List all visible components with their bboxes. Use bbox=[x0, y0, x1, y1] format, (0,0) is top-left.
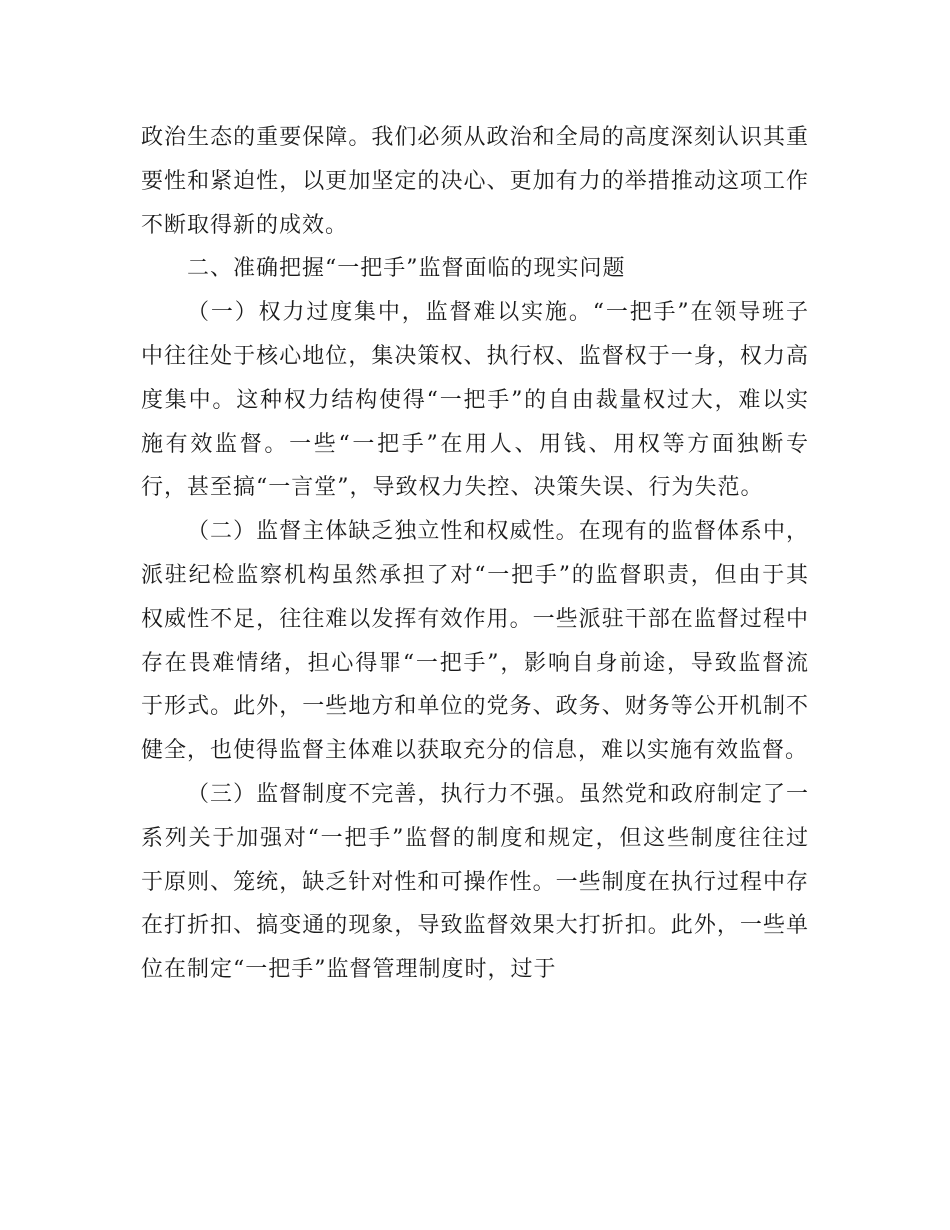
document-page bbox=[141, 116, 809, 992]
body-paragraph-sub-3: （三）监督制度不完善，执行力不强。虽然党和政府制定了一系列关于加强对“一把手”监督的制度和规定，但这些制度往往过于原则、笼统，缺乏针对性和可操作性。一些制度在执行过程中存在打折扣、搞变通的现象，导致监督效果大打折扣。此外，一些单位在制定“一把手”监督管理制度时，过于 bbox=[141, 781, 809, 983]
section-heading: 二、准确把握“一把手”监督面临的现实问题 bbox=[187, 256, 626, 282]
body-paragraph-continuation: 政治生态的重要保障。我们必须从政治和全局的高度深刻认识其重要性和紧迫性，以更加坚定的决心、更加有力的举措推动这项工作不断取得新的成效。 bbox=[141, 125, 809, 238]
body-paragraph-sub-1: （一）权力过度集中，监督难以实施。“一把手”在领导班子中往往处于核心地位，集决策权、执行权、监督权于一身，权力高度集中。这种权力结构使得“一把手”的自由裁量权过大，难以实施有效监督。一些“一把手”在用人、用钱、用权等方面独断专行，甚至搞“一言堂”，导致权力失控、决策失误、行为失范。 bbox=[141, 300, 809, 501]
body-paragraph-sub-2: （二）监督主体缺乏独立性和权威性。在现有的监督体系中，派驻纪检监察机构虽然承担了对“一把手”的监督职责，但由于其权威性不足，往往难以发挥有效作用。一些派驻干部在监督过程中存在畏难情绪，担心得罪“一把手”，影响自身前途，导致监督流于形式。此外，一些地方和单位的党务、政务、财务等公开机制不健全，也使得监督主体难以获取充分的信息，难以实施有效监督。 bbox=[141, 519, 809, 764]
